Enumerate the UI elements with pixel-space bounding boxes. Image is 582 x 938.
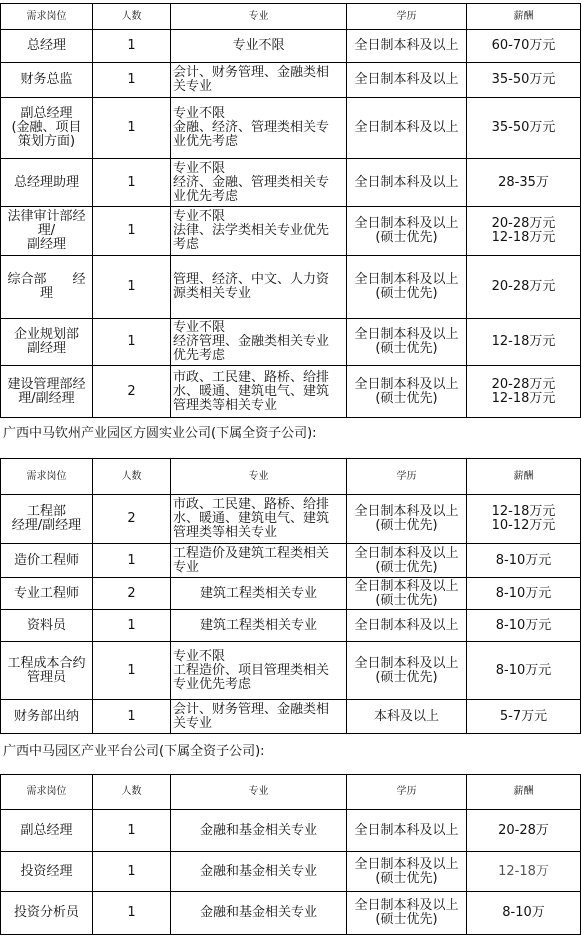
education-cell: 全日制本科及以上 (硕士优先) bbox=[347, 892, 467, 935]
count-cell: 1 bbox=[93, 319, 171, 366]
position-cell: 总经理 bbox=[1, 30, 93, 63]
table-row bbox=[1, 159, 581, 207]
count-cell: 1 bbox=[93, 852, 171, 892]
header-count: 人数 bbox=[93, 775, 171, 810]
count-cell: 2 bbox=[93, 366, 171, 418]
table-row bbox=[1, 495, 581, 544]
education-cell: 全日制本科及以上 bbox=[347, 159, 467, 207]
header-salary: 薪酬 bbox=[467, 4, 581, 30]
count-cell: 1 bbox=[93, 700, 171, 734]
major-cell: 市政、工民建、路桥、给排 水、暖通、建筑电气、建筑 管理类等相关专业 bbox=[171, 366, 347, 418]
header-major: 专业 bbox=[171, 775, 347, 810]
position-cell: 工程成本合约 管理员 bbox=[1, 642, 93, 700]
education-cell: 全日制本科及以上 (硕士优先) bbox=[347, 852, 467, 892]
salary-cell: 8-10万元 bbox=[467, 544, 581, 578]
position-cell: 工程部 经理/副经理 bbox=[1, 495, 93, 544]
education-cell: 全日制本科及以上 (硕士优先) bbox=[347, 642, 467, 700]
count-cell: 1 bbox=[93, 642, 171, 700]
table-row bbox=[1, 810, 581, 852]
header-education: 学历 bbox=[347, 4, 467, 30]
header-education: 学历 bbox=[347, 775, 467, 810]
major-cell: 专业不限 法律、法学类相关专业优先 考虑 bbox=[171, 207, 347, 256]
header-education: 学历 bbox=[347, 459, 467, 495]
position-cell: 企业规划部 副经理 bbox=[1, 319, 93, 366]
salary-cell: 8-10万元 bbox=[467, 578, 581, 610]
table-row bbox=[1, 30, 581, 63]
major-cell: 会计、财务管理、金融类相 关专业 bbox=[171, 700, 347, 734]
major-cell: 会计、财务管理、金融类相 关专业 bbox=[171, 63, 347, 98]
salary-cell: 8-10万元 bbox=[467, 610, 581, 642]
salary-cell: 8-10万 bbox=[467, 892, 581, 935]
salary-cell: 20-28万 bbox=[467, 810, 581, 852]
count-cell: 1 bbox=[93, 207, 171, 256]
education-cell: 全日制本科及以上 (硕士优先) bbox=[347, 495, 467, 544]
header-position: 需求岗位 bbox=[1, 459, 93, 495]
header-salary: 薪酬 bbox=[467, 775, 581, 810]
education-cell: 本科及以上 bbox=[347, 700, 467, 734]
education-cell: 全日制本科及以上 (硕士优先) bbox=[347, 319, 467, 366]
salary-cell: 8-10万元 bbox=[467, 642, 581, 700]
position-cell: 副总经理 (金融、项目 策划方面) bbox=[1, 98, 93, 159]
major-cell: 金融和基金相关专业 bbox=[171, 892, 347, 935]
count-cell: 1 bbox=[93, 98, 171, 159]
header-salary: 薪酬 bbox=[467, 459, 581, 495]
salary-cell: 20-28万元 12-18万元 bbox=[467, 207, 581, 256]
education-cell: 全日制本科及以上 (硕士优先) bbox=[347, 256, 467, 319]
education-cell: 全日制本科及以上 (硕士优先) bbox=[347, 366, 467, 418]
education-cell: 全日制本科及以上 bbox=[347, 810, 467, 852]
header-count: 人数 bbox=[93, 4, 171, 30]
education-cell: 全日制本科及以上 bbox=[347, 98, 467, 159]
education-cell: 全日制本科及以上 (硕士优先) bbox=[347, 544, 467, 578]
education-cell: 全日制本科及以上 (硕士优先) bbox=[347, 207, 467, 256]
major-cell: 金融和基金相关专业 bbox=[171, 810, 347, 852]
major-cell: 专业不限 经济、金融、管理类相关专 业优先考虑 bbox=[171, 159, 347, 207]
major-cell: 工程造价及建筑工程类相关 专业 bbox=[171, 544, 347, 578]
table-header-row bbox=[1, 775, 581, 810]
header-position: 需求岗位 bbox=[1, 775, 93, 810]
position-cell: 造价工程师 bbox=[1, 544, 93, 578]
education-cell: 全日制本科及以上 bbox=[347, 30, 467, 63]
count-cell: 1 bbox=[93, 610, 171, 642]
education-cell: 全日制本科及以上 (硕士优先) bbox=[347, 578, 467, 610]
major-cell: 专业不限 金融、经济、管理类相关专 业优先考虑 bbox=[171, 98, 347, 159]
position-cell: 副总经理 bbox=[1, 810, 93, 852]
count-cell: 1 bbox=[93, 892, 171, 935]
table-section-1 bbox=[0, 3, 581, 418]
major-cell: 市政、工民建、路桥、给排 水、暖通、建筑电气、建筑 管理类等相关专业 bbox=[171, 495, 347, 544]
count-cell: 1 bbox=[93, 159, 171, 207]
major-cell: 金融和基金相关专业 bbox=[171, 852, 347, 892]
salary-cell: 35-50万元 bbox=[467, 98, 581, 159]
position-cell: 专业工程师 bbox=[1, 578, 93, 610]
table-row bbox=[1, 610, 581, 642]
count-cell: 1 bbox=[93, 256, 171, 319]
count-cell: 2 bbox=[93, 578, 171, 610]
position-cell: 投资经理 bbox=[1, 852, 93, 892]
position-cell: 财务部出纳 bbox=[1, 700, 93, 734]
header-position: 需求岗位 bbox=[1, 4, 93, 30]
header-major: 专业 bbox=[171, 459, 347, 495]
table-row bbox=[1, 642, 581, 700]
major-cell: 专业不限 经济管理、金融类相关专业 优先考虑 bbox=[171, 319, 347, 366]
count-cell: 1 bbox=[93, 544, 171, 578]
table-section-2 bbox=[0, 458, 581, 734]
table-row bbox=[1, 63, 581, 98]
count-cell: 2 bbox=[93, 495, 171, 544]
salary-cell: 28-35万 bbox=[467, 159, 581, 207]
table-row bbox=[1, 256, 581, 319]
position-cell: 建设管理部经 理/副经理 bbox=[1, 366, 93, 418]
salary-cell: 12-18万元 10-12万元 bbox=[467, 495, 581, 544]
salary-cell: 20-28万元 12-18万元 bbox=[467, 366, 581, 418]
position-cell: 资料员 bbox=[1, 610, 93, 642]
major-cell: 管理、经济、中文、人力资 源类相关专业 bbox=[171, 256, 347, 319]
salary-cell: 35-50万元 bbox=[467, 63, 581, 98]
education-cell: 全日制本科及以上 bbox=[347, 610, 467, 642]
position-cell: 总经理助理 bbox=[1, 159, 93, 207]
table-row bbox=[1, 207, 581, 256]
position-cell: 综合部 经 理 bbox=[1, 256, 93, 319]
salary-cell: 12-18万 bbox=[467, 852, 581, 892]
salary-cell: 5-7万元 bbox=[467, 700, 581, 734]
count-cell: 1 bbox=[93, 63, 171, 98]
table-row bbox=[1, 544, 581, 578]
table-section-3 bbox=[0, 774, 581, 935]
table-header-row bbox=[1, 4, 581, 30]
education-cell: 全日制本科及以上 bbox=[347, 63, 467, 98]
major-cell: 专业不限 bbox=[171, 30, 347, 63]
header-count: 人数 bbox=[93, 459, 171, 495]
table-row bbox=[1, 700, 581, 734]
salary-cell: 12-18万元 bbox=[467, 319, 581, 366]
count-cell: 1 bbox=[93, 30, 171, 63]
table-header-row bbox=[1, 459, 581, 495]
section-heading-fangyuan: 广西中马钦州产业园区方圆实业公司(下属全资子公司): bbox=[3, 426, 317, 441]
position-cell: 投资分析员 bbox=[1, 892, 93, 935]
major-cell: 建筑工程类相关专业 bbox=[171, 610, 347, 642]
table-row bbox=[1, 578, 581, 610]
salary-cell: 20-28万元 bbox=[467, 256, 581, 319]
header-major: 专业 bbox=[171, 4, 347, 30]
table-row bbox=[1, 98, 581, 159]
table-row bbox=[1, 366, 581, 418]
table-row bbox=[1, 852, 581, 892]
major-cell: 建筑工程类相关专业 bbox=[171, 578, 347, 610]
table-row bbox=[1, 319, 581, 366]
major-cell: 专业不限 工程造价、项目管理类相关 专业优先考虑 bbox=[171, 642, 347, 700]
salary-cell: 60-70万元 bbox=[467, 30, 581, 63]
section-heading-platform: 广西中马园区产业平台公司(下属全资子公司): bbox=[3, 744, 265, 759]
count-cell: 1 bbox=[93, 810, 171, 852]
position-cell: 法律审计部经 理/ 副经理 bbox=[1, 207, 93, 256]
table-row bbox=[1, 892, 581, 935]
position-cell: 财务总监 bbox=[1, 63, 93, 98]
